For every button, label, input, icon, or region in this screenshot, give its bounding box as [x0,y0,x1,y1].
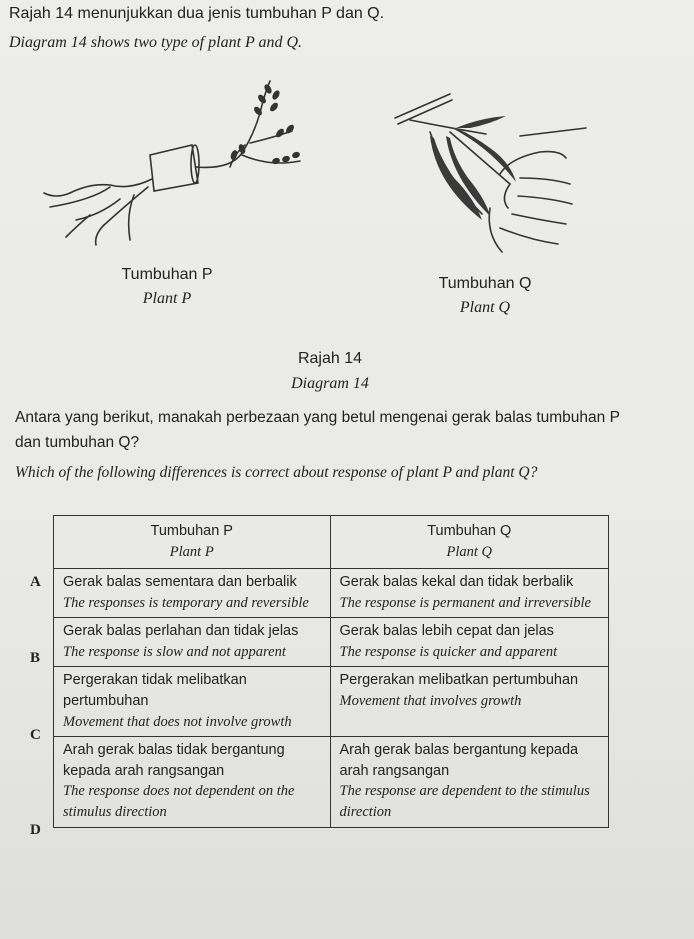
option-label-b: B [30,650,41,666]
option-b-plant-q: Gerak balas lebih cepat dan jelas The response is quicker and apparent [330,618,609,667]
option-label-c: C [30,727,41,743]
header-plant-q: Tumbuhan Q Plant Q [330,516,609,569]
diagram-caption-malay: Rajah 14 [297,350,363,367]
option-a-plant-p: Gerak balas sementara dan berbalik The responses is temporary and reversible [54,569,331,618]
option-row-c[interactable] [54,667,609,737]
header-plant-p: Tumbuhan P Plant P [54,516,331,569]
option-d-plant-p: Arah gerak balas tidak bergantung kepada arah rangsangan The response does not dependent on the stimulus direction [54,737,331,827]
plant-q-label-malay: Tumbuhan Q [438,275,532,292]
option-row-d[interactable] [54,737,609,827]
question-malay-line-1: Antara yang berikut, manakah perbezaan yang betul mengenai gerak balas tumbuhan P [15,409,620,426]
option-label-d: D [30,822,41,838]
plant-p-label-english: Plant P [142,290,192,307]
intro-malay: Rajah 14 menunjukkan dua jenis tumbuhan P dan Q. [9,5,385,22]
plant-q-illustration [390,88,590,258]
option-b-plant-p: Gerak balas perlahan dan tidak jelas The response is slow and not apparent [54,618,331,667]
option-d-plant-q: Arah gerak balas bergantung kepada arah rangsangan The response are dependent to the stimulus direction [330,737,609,827]
option-a-plant-q: Gerak balas kekal dan tidak berbalik The response is permanent and irreversible [330,569,609,618]
plant-q-label-english: Plant Q [459,299,511,316]
intro-english: Diagram 14 shows two type of plant P and Q. [9,34,303,51]
plant-p-illustration [30,75,340,250]
option-row-b[interactable] [54,618,609,667]
question-malay-line-2: dan tumbuhan Q? [15,434,140,451]
diagram-caption-english: Diagram 14 [291,375,369,392]
question-english: Which of the following differences is correct about response of plant P and plant Q? [15,464,538,481]
table-header-row [54,516,609,569]
plant-p-label-malay: Tumbuhan P [121,266,213,283]
option-row-a[interactable] [54,569,609,618]
option-label-a: A [30,574,41,590]
options-table [53,515,609,828]
option-c-plant-q: Pergerakan melibatkan pertumbuhan Movement that involves growth [330,667,609,737]
option-c-plant-p: Pergerakan tidak melibatkan pertumbuhan Movement that does not involve growth [54,667,331,737]
